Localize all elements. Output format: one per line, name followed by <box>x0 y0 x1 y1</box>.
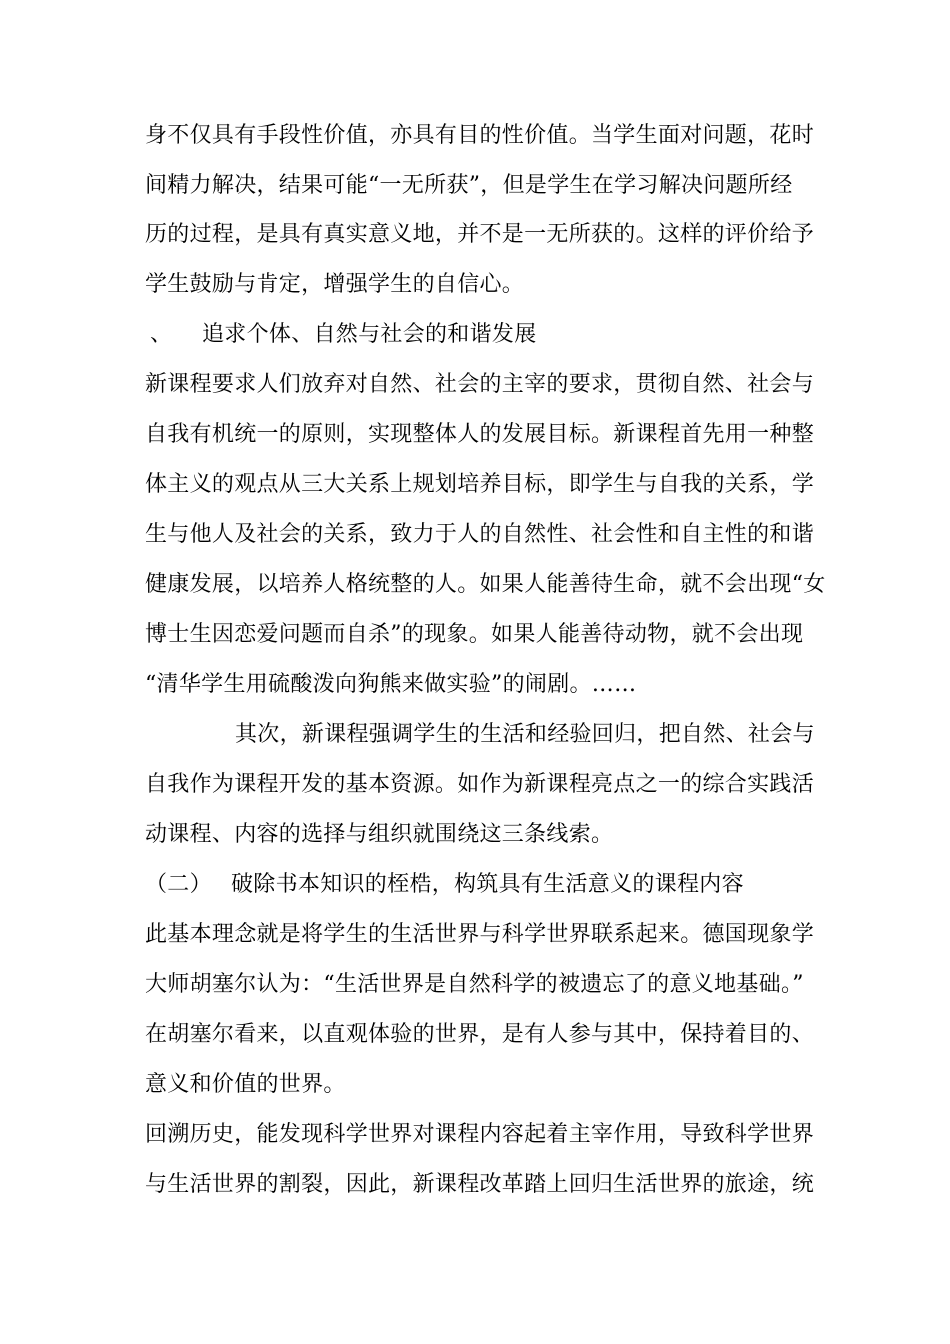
heading-text: 追求个体、自然与社会的和谐发展 <box>202 322 537 347</box>
paragraph-line: 生与他人及社会的关系，致力于人的自然性、社会性和自主性的和谐 <box>145 522 815 547</box>
paragraph-line: 自我有机统一的原则，实现整体人的发展目标。新课程首先用一种整 <box>145 422 815 447</box>
paragraph-line: 回溯历史，能发现科学世界对课程内容起着主宰作用，导致科学世界 <box>145 1122 815 1147</box>
paragraph-line: 与生活世界的割裂，因此，新课程改革踏上回归生活世界的旅途，统 <box>145 1172 815 1197</box>
paragraph-line: 历的过程，是具有真实意义地，并不是一无所获的。这样的评价给予 <box>145 222 815 247</box>
paragraph-line: 其次，新课程强调学生的生活和经验回归，把自然、社会与 <box>235 722 815 747</box>
paragraph-line: 博士生因恋爱问题而自杀”的现象。如果人能善待动物，就不会出现 <box>145 622 804 647</box>
paragraph-line: “清华学生用硫酸泼向狗熊来做实验”的闹剧。…… <box>145 672 637 697</box>
paragraph-line: 体主义的观点从三大关系上规划培养目标，即学生与自我的关系，学 <box>145 472 815 497</box>
section-heading <box>150 315 815 355</box>
heading-marker: （二） <box>145 872 212 897</box>
paragraph-line: 间精力解决，结果可能“一无所获”，但是学生在学习解决问题所经 <box>145 173 793 198</box>
paragraph-line: 自我作为课程开发的基本资源。如作为新课程亮点之一的综合实践活 <box>145 772 815 797</box>
paragraph-line: 大师胡塞尔认为：“生活世界是自然科学的被遗忘了的意义地基础。” <box>145 972 804 997</box>
paragraph-line: 身不仅具有手段性价值，亦具有目的性价值。当学生面对问题，花时 <box>145 123 815 148</box>
paragraph-line: 在胡塞尔看来，以直观体验的世界，是有人参与其中，保持着目的、 <box>145 1022 815 1047</box>
paragraph-line: 新课程要求人们放弃对自然、社会的主宰的要求，贯彻自然、社会与 <box>145 372 815 397</box>
heading-text: 破除书本知识的桎梏，构筑具有生活意义的课程内容 <box>231 872 744 897</box>
paragraph-line: 意义和价值的世界。 <box>145 1072 346 1097</box>
paragraph-line: 学生鼓励与肯定，增强学生的自信心。 <box>145 272 525 297</box>
paragraph-line: 此基本理念就是将学生的生活世界与科学世界联系起来。德国现象学 <box>145 922 815 947</box>
section-heading <box>145 865 810 905</box>
heading-marker: 、 <box>150 322 173 347</box>
paragraph-line: 动课程、内容的选择与组织就围绕这三条线索。 <box>145 822 614 847</box>
paragraph-line: 健康发展，以培养人格统整的人。如果人能善待生命，就不会出现“女 <box>145 572 826 597</box>
